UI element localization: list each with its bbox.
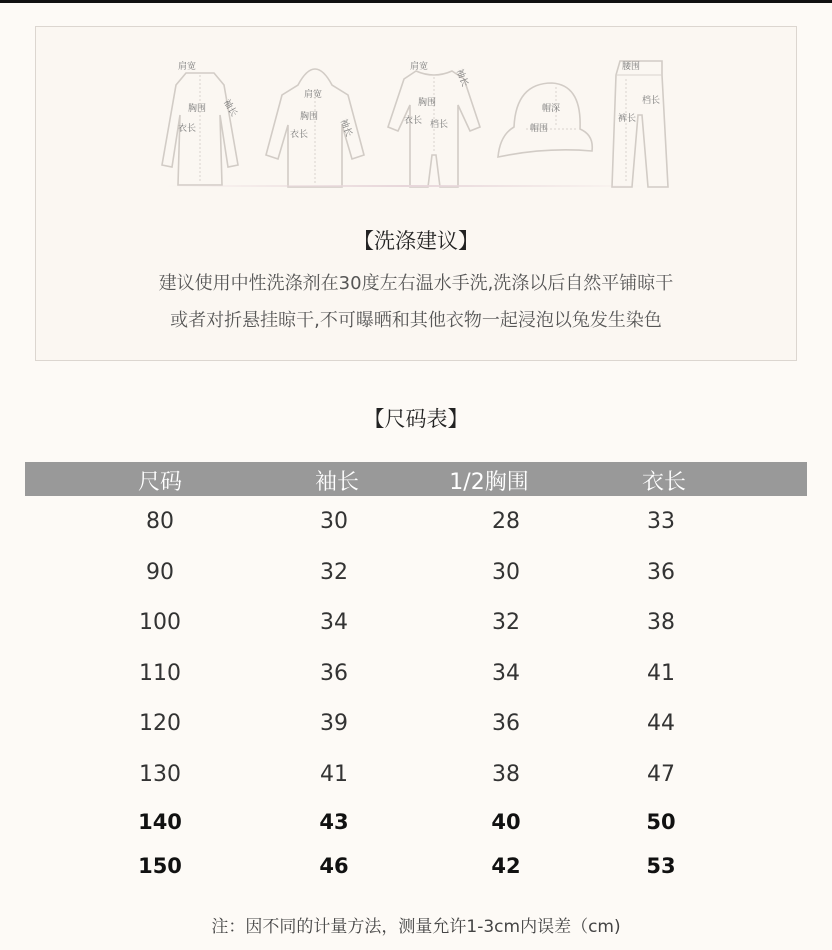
cell-length: 38 [647,610,675,636]
label-shoulder: 肩宽 [410,62,429,72]
table-body [25,496,807,888]
label-length: 衣长 [178,124,197,134]
top-rule [0,0,832,3]
header-size: 尺码 [137,470,183,495]
cell-half-chest: 34 [492,660,520,686]
table-row [25,844,807,888]
cell-length: 47 [647,761,675,787]
cell-half-chest: 40 [491,809,521,834]
label-sleeve: 袖长 [453,67,470,89]
cell-size: 140 [138,809,182,834]
cell-half-chest: 28 [492,509,520,534]
hoodie-outline-icon [260,55,370,190]
table-row [25,800,807,844]
label-rise: 档长 [430,120,449,130]
care-title: 【洗涤建议】 [353,229,479,253]
cell-half-chest: 36 [492,711,520,737]
label-sleeve: 袖长 [220,97,239,119]
cell-size: 130 [139,761,181,787]
label-chest: 胸围 [300,112,319,122]
label-pant-length: 裤长 [618,114,637,124]
cell-half-chest: 32 [492,610,520,636]
table-row [25,597,807,648]
table-header [25,462,807,496]
coat-diagram [156,55,246,190]
cell-half-chest: 42 [491,853,521,878]
hat-diagram [496,55,596,190]
cell-length: 50 [646,809,676,834]
pants-diagram [606,55,676,190]
hoodie-diagram [260,55,370,190]
cell-half-chest: 38 [492,761,520,787]
cell-length: 33 [647,509,675,534]
cell-size: 80 [146,509,174,534]
label-length: 衣长 [290,130,309,140]
cell-size: 120 [139,711,181,737]
table-row [25,648,807,699]
table-row [25,749,807,800]
measurement-note: 注：因不同的计量方法，测量允许1-3cm内误差（cm) [211,917,621,937]
header-sleeve: 袖长 [314,470,360,495]
cell-size: 110 [139,660,181,686]
table-row [25,496,807,547]
cell-sleeve: 34 [320,610,348,636]
cell-sleeve: 32 [320,559,348,585]
cell-length: 36 [647,559,675,585]
pants-outline-icon [606,55,676,190]
cell-half-chest: 30 [492,559,520,585]
label-rise: 档长 [642,96,661,106]
header-length: 衣长 [641,470,687,495]
care-panel [35,26,797,361]
care-instruction-line: 建议使用中性洗涤剂在30度左右温水手洗,洗涤以后自然平铺晾干 [158,273,674,294]
cell-length: 44 [647,711,675,737]
cell-sleeve: 36 [320,660,348,686]
romper-diagram [384,55,484,190]
header-half-chest: 1/2胸围 [449,470,529,495]
cell-size: 150 [138,853,182,878]
cell-sleeve: 30 [320,509,348,534]
label-chest: 胸围 [418,98,437,108]
size-table [25,462,807,888]
care-instruction-line: 或者对折悬挂晾干,不可曝晒和其他衣物一起浸泡以兔发生染色 [170,310,662,331]
cell-size: 100 [139,610,181,636]
cell-length: 53 [646,853,676,878]
label-chest: 胸围 [188,104,207,114]
cell-sleeve: 39 [320,711,348,737]
cell-sleeve: 41 [320,761,348,787]
divider [166,185,646,187]
cell-length: 41 [647,660,675,686]
table-row [25,698,807,749]
label-sleeve: 袖长 [337,117,354,139]
measurement-diagrams [156,55,676,205]
coat-outline-icon [156,55,246,190]
size-chart-title: 【尺码表】 [363,407,469,431]
cell-size: 90 [146,559,174,585]
cell-sleeve: 43 [319,809,349,834]
label-shoulder: 肩宽 [304,90,323,100]
label-waist: 腰围 [622,62,641,72]
label-hat-circumference: 帽围 [530,124,549,134]
label-hat-depth: 帽深 [542,104,561,114]
cell-sleeve: 46 [319,853,349,878]
label-shoulder: 肩宽 [178,62,197,72]
label-length: 衣长 [404,116,423,126]
table-row [25,547,807,598]
